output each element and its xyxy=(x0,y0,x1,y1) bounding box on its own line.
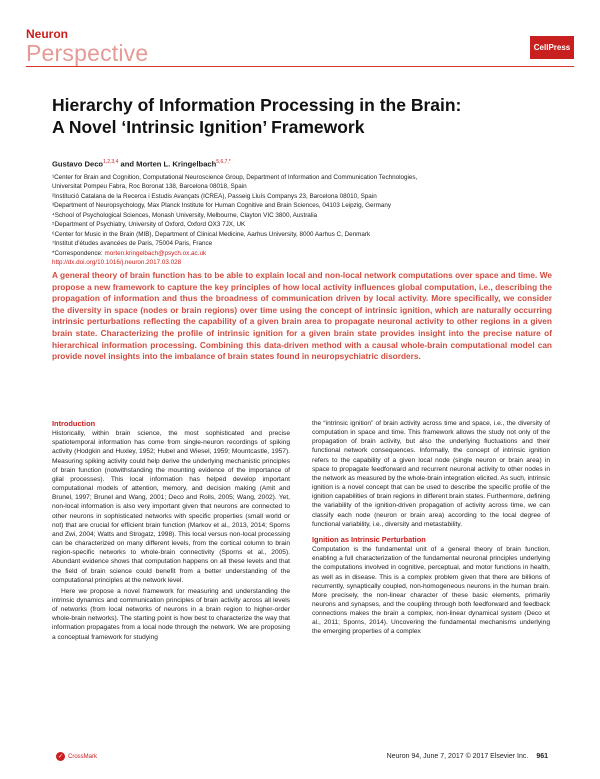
ignition-heading: Ignition as Intrinsic Perturbation xyxy=(312,534,426,544)
title-line-1: Hierarchy of Information Processing in the Brain: xyxy=(52,95,462,115)
affiliation: ²Institució Catalana de la Recerca i Estudis Avançats (ICREA), Passeig Lluís Companys 23, Barcelona 08010, Spain xyxy=(52,192,377,200)
cellpress-logo: CellPress xyxy=(530,36,574,59)
left-column xyxy=(52,419,290,644)
page-number: 961 xyxy=(536,753,548,760)
affiliation: ⁵Department of Psychiatry, University of Oxford, Oxford OX3 7JX, UK xyxy=(52,221,246,229)
intro-paragraph-1: Historically, within brain science, the most sophisticated and precise spatiotemporal information has come from single-neuron recordings of spiking activity (Hodgkin and Huxley, 1952; Hubel and Wiesel, 1959; Mountcastle, 1957). Measuring spiking activity could help derive the underlying mechanistic principles of brain function (notwithstanding the mounting evidence of the importance of glial processes). This local information has helped develop important computational models of attention, memory, and decision making (Amit and Brunel, 1997; Brunel and Wang, 2001; Deco and Rolls, 2005; Wang, 2002). Yet, non-local information is also very important given that neurons are connected to other neurons in sophisticated networks with specific properties (small world or not) that are crucial for efficient brain function (Markov et al., 2013, 2014; Sporns and Zwi, 2004; Watts and Strogatz, 1998). This local versus non-local processing can be characterized on many different levels, from the cortical column to brain region-specific networks to whole-brain connectivity (Sporns et al., 2005). Abundant evidence shows that computation happens on all these levels and that the field of brain science could benefit from a better understanding of the computational principles at the network level. xyxy=(52,430,290,584)
article-title xyxy=(52,94,572,138)
page-footer xyxy=(387,753,548,760)
author-2-affil: 5,6,7,* xyxy=(216,159,231,165)
author-1-affil: 1,2,3,4 xyxy=(103,159,119,165)
right-paragraph-2: Computation is the fundamental unit of a general theory of brain function, enabling a full characterization of the fundamental neuronal principles underlying the computations involved in cognitive, perceptual, and motor functions in health, as well as in disease. This is a complex problem given that there are billions of recurrently, synaptically coupled, non-homogeneous neurons in the human brain. More precisely, the non-linear character of these basic elements, primarily neurons and synapses, and the coupling through both feedforward and feedback connections makes the brain a complex, non-linear dynamical system (Deco et al., 2011; Sporns, 2014). Uncovering the fundamental mechanisms underlying the emerging properties of a complex xyxy=(312,546,550,636)
title-line-2: A Novel ‘Intrinsic Ignition’ Framework xyxy=(52,117,365,137)
abstract: A general theory of brain function has to be able to explain local and non-local network computations over space and time. We propose a new framework to capture the key principles of how local activity influences global computation, i.e., describing the propagation of information and thus the broadness of communication driven by local activity. More specifically, we consider the diversity in space (nodes or brain regions) over time using the concept of intrinsic ignition, which are naturally occurring intrinsic perturbations reflecting the capability of a given brain area to propagate neuronal activity to other regions in a given brain state. Characterizing the profile of intrinsic ignition for a given brain state provides insight into the precise nature of hierarchical information processing. Combining this data-driven method with a causal whole-brain computational model can provide novel insights into the imbalance of brain states found in neuropsychiatric disorders. xyxy=(52,270,552,362)
affiliation: ⁶Center for Music in the Brain (MIB), Department of Clinical Medicine, Aarhus University, 8000 Aarhus C, Denmark xyxy=(52,230,371,238)
footer-citation: Neuron 94, June 7, 2017 © 2017 Elsevier Inc. xyxy=(386,753,529,760)
correspondence-email-link[interactable]: morten.kringelbach@psych.ox.ac.uk xyxy=(104,249,207,257)
article-meta xyxy=(52,157,582,268)
section-label: Perspective xyxy=(26,40,149,66)
affiliation: ³Department of Neuropsychology, Max Planck Institute for Human Cognitive and Brain Sciences, 04103 Leipzig, Germany xyxy=(52,202,392,210)
header-rule xyxy=(26,66,574,67)
correspondence-label: *Correspondence: xyxy=(52,249,103,257)
doi-link[interactable]: http://dx.doi.org/10.1016/j.neuron.2017.03.028 xyxy=(52,259,182,267)
crossmark-badge[interactable] xyxy=(56,752,97,761)
journal-name: Neuron xyxy=(26,27,68,41)
author-2[interactable]: Morten L. Kringelbach xyxy=(136,159,217,169)
crossmark-label: CrossMark xyxy=(68,753,98,760)
affiliation: ⁴School of Psychological Sciences, Monash University, Melbourne, Clayton VIC 3800, Australia xyxy=(52,211,318,219)
author-1[interactable]: Gustavo Deco xyxy=(52,159,104,169)
affiliation: ¹Center for Brain and Cognition, Computational Neuroscience Group, Department of Information and Communication Technologies, xyxy=(52,173,418,181)
right-column xyxy=(312,419,550,639)
crossmark-icon: ✓ xyxy=(57,754,64,760)
intro-heading: Introduction xyxy=(52,419,96,428)
correspondence xyxy=(52,249,582,259)
author-and: and xyxy=(120,159,134,169)
right-paragraph-1: the “intrinsic ignition” of brain activity across time and space, i.e., the diversity of computation in space and time. This framework allows the study not only of the propagation of brain activity, but also the underlying fluctuations and their functional network consequences. Informally, the concept of intrinsic ignition refers to the capability of a given local node (single neuron or brain area) in space to propagate feedforward and recurrent neuronal activity to other nodes in the network as measured by the whole-brain integration elicited. As such, intrinsic ignition is a novel concept that can be used to describe the specific profile of the ignition capabilities of brain regions in different brain states. Furthermore, defining the variability of the ignition-driven propagation of activity across time, we can classify each node (neuron or brain area) according to the local degree of functional variability, i.e., diversity and metastability. xyxy=(312,420,550,528)
affiliation: Universitat Pompeu Fabra, Roc Boronat 138, Barcelona 08018, Spain xyxy=(52,183,247,191)
intro-paragraph-2: Here we propose a novel framework for measuring and understanding the intrinsic dynamics and communication principles of brain activity across all levels of networks (from local networks of neurons in a brain region to higher-order whole-brain networks). The starting point is how best to characterize the way that information propagates from a local node through the network. We are proposing a conceptual framework for studying xyxy=(52,587,290,641)
author-list xyxy=(52,157,582,170)
affiliation: ⁷Institut d’études avancées de Paris, 75004 Paris, France xyxy=(52,240,213,248)
